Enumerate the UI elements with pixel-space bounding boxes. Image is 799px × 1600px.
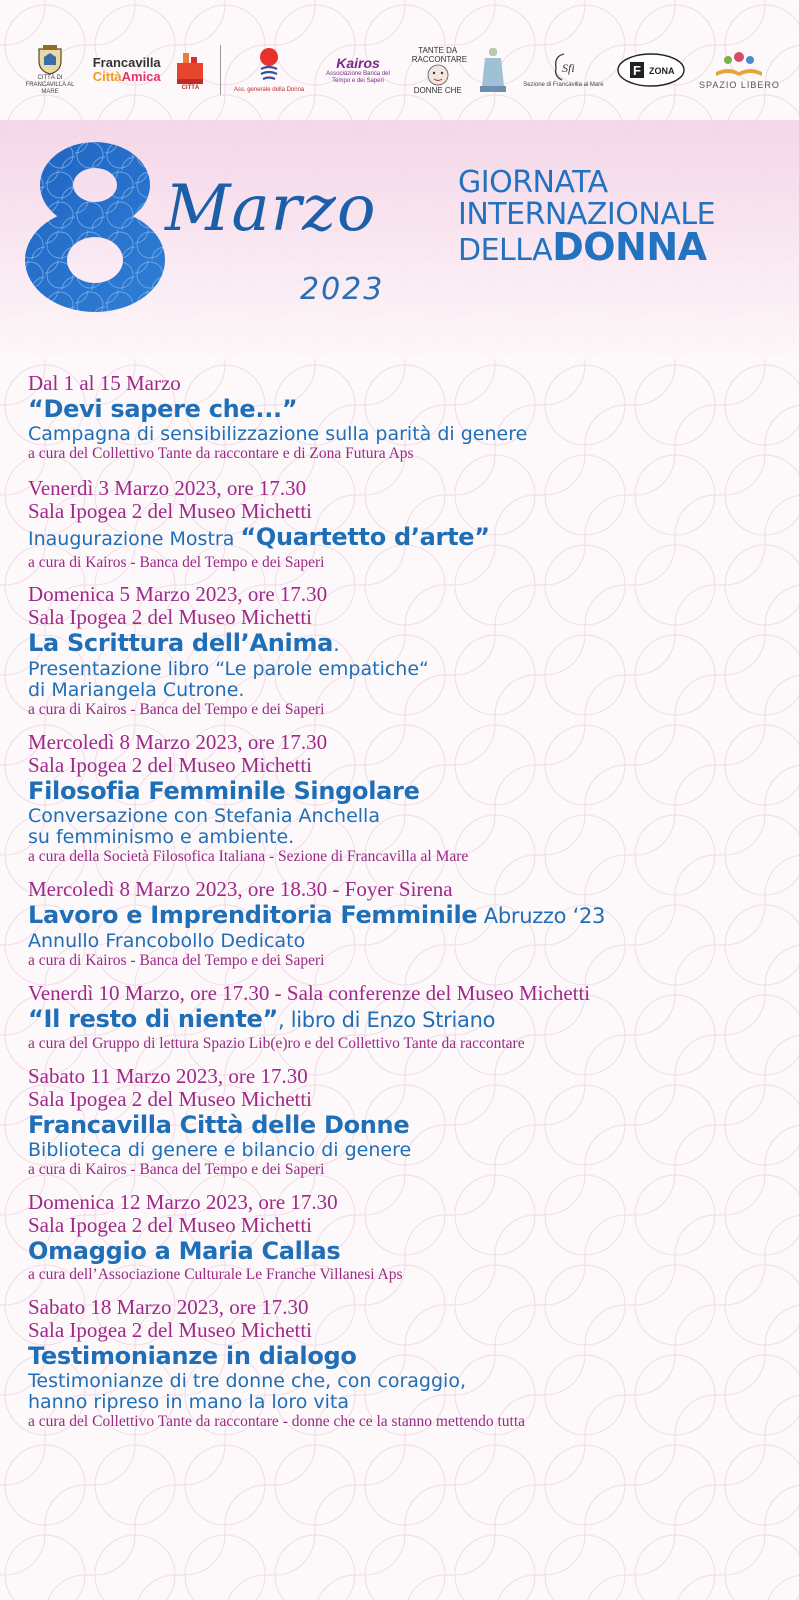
year-title: 2023 — [300, 272, 385, 307]
event-place: Sala Ipogea 2 del Museo Michetti — [28, 753, 313, 777]
event-item — [28, 1296, 788, 1431]
castle-icon — [173, 49, 207, 85]
event-date: Mercoledì 8 Marzo 2023, ore 18.30 - Foyer Sirena — [28, 877, 453, 901]
event-item — [28, 982, 788, 1053]
sponsor-logos — [20, 38, 780, 102]
francavilla-word: Francavilla — [92, 55, 161, 70]
event-place: Sala Ipogea 2 del Museo Michetti — [28, 1087, 313, 1111]
event-desc: Testimonianze di tre donne che, con coraggio, — [28, 1370, 466, 1392]
event-item — [28, 477, 788, 572]
event-date: Sabato 11 Marzo 2023, ore 17.30 — [28, 1064, 308, 1088]
event-date: Sabato 18 Marzo 2023, ore 17.30 — [28, 1295, 309, 1319]
event-title-line — [28, 1005, 788, 1035]
event-date: Mercoledì 8 Marzo 2023, ore 17.30 — [28, 730, 328, 754]
event-desc: su femminismo e ambiente. — [28, 826, 295, 848]
event-title-rest: , libro di Enzo Striano — [277, 1008, 496, 1032]
event-place: Sala Ipogea 2 del Museo Michetti — [28, 1318, 313, 1342]
spazio-libero-logo — [699, 50, 780, 90]
event-organizer: a cura della Società Filosofica Italiana - Sezione di Francavilla al Mare — [28, 848, 469, 865]
event-organizer: a cura di Kairos - Banca del Tempo e dei Saperi — [28, 701, 325, 718]
day-number-text: 8 — [94, 240, 96, 241]
event-place: Sala Ipogea 2 del Museo Michetti — [28, 1213, 313, 1237]
event-organizer: a cura di Kairos - Banca del Tempo e dei Saperi — [28, 1161, 325, 1178]
statue-icon — [476, 46, 510, 94]
woman-symbol-icon — [254, 47, 284, 87]
event-item — [28, 372, 788, 463]
event-organizer: a cura del Collettivo Tante da raccontare e di Zona Futura Aps — [28, 445, 414, 462]
event-title-line — [28, 629, 788, 659]
citta-caption: CITTÀ — [181, 84, 200, 91]
event-organizer: a cura del Collettivo Tante da raccontare - donne che ce la stanno mettendo tutta — [28, 1413, 526, 1430]
event-title: Filosofia Femminile Singolare — [28, 777, 420, 805]
kairos-caption: Associazione Banca del Tempo e dei Saperi — [326, 71, 390, 84]
giornata-line3-della: DELLA — [458, 233, 553, 268]
event-place: Sala Ipogea 2 del Museo Michetti — [28, 499, 313, 523]
sfi-face-icon — [548, 52, 578, 82]
event-desc: di Mariangela Cutrone. — [28, 679, 245, 701]
pari-opportunita-logo — [234, 47, 304, 94]
event-date: Venerdì 10 Marzo, ore 17.30 - Sala conferenze del Museo Michetti — [28, 981, 591, 1005]
francavilla-citta-amica-logo — [93, 56, 161, 84]
event-title: “Devi sapere che...” — [28, 395, 298, 423]
giornata-line2: INTERNAZIONALE — [458, 197, 716, 232]
tante-line1: TANTE DA RACCONTARE — [411, 45, 468, 64]
tante-da-raccontare-logo — [411, 45, 468, 95]
event-organizer: a cura del Gruppo di lettura Spazio Lib(e)ro e del Collettivo Tante da raccontare — [28, 1035, 525, 1052]
pari-caption: Ass. generale della Donna — [233, 86, 305, 93]
event-desc: Conversazione con Stefania Anchella — [28, 805, 380, 827]
event-title-suffix: . — [333, 632, 340, 656]
face-icon — [424, 64, 452, 86]
crest-icon — [37, 45, 63, 75]
event-title: Omaggio a Maria Callas — [28, 1237, 341, 1265]
event-desc: hanno ripreso in mano la loro vita — [28, 1391, 349, 1413]
event-title-rest: Abruzzo ‘23 — [477, 904, 606, 928]
event-title: Francavilla Città delle Donne — [28, 1111, 410, 1139]
event-title-line — [28, 523, 788, 554]
michetti-logo — [476, 46, 510, 94]
event-item — [28, 878, 788, 970]
event-title: “Il resto di niente” — [28, 1005, 278, 1033]
event-desc: Presentazione libro “Le parole empatiche“ — [28, 658, 429, 680]
comune-caption: CITTÀ DI FRANCAVILLA AL MARE — [25, 74, 75, 95]
event-prefix: Inaugurazione Mostra — [28, 528, 241, 550]
amica-word: Amica — [121, 69, 161, 84]
big-eight-numeral — [15, 140, 175, 315]
event-desc: Campagna di sensibilizzazione sulla parità di genere — [28, 423, 528, 445]
comune-crest-logo — [20, 45, 80, 96]
event-organizer: a cura di Kairos - Banca del Tempo e dei Saperi — [28, 554, 325, 571]
event-programme — [28, 372, 788, 1431]
giornata-line3-donna: DONNA — [552, 225, 707, 269]
event-date: Dal 1 al 15 Marzo — [28, 371, 181, 395]
event-title-line — [28, 901, 788, 931]
event-title: “Quartetto d’arte” — [240, 523, 490, 551]
event-place: Sala Ipogea 2 del Museo Michetti — [28, 605, 313, 629]
event-item — [28, 731, 788, 866]
kairos-word: Kairos — [336, 55, 380, 71]
event-title: Testimonianze in dialogo — [28, 1342, 357, 1370]
event-title: La Scrittura dell’Anima — [28, 629, 334, 657]
kairos-logo — [317, 55, 399, 85]
zona-futura-logo — [616, 52, 686, 88]
giornata-heading — [458, 167, 715, 267]
event-item — [28, 583, 788, 719]
event-desc: Biblioteca di genere e bilancio di genere — [28, 1139, 412, 1161]
event-title: Lavoro e Imprenditoria Femminile — [28, 901, 478, 929]
event-date: Domenica 12 Marzo 2023, ore 17.30 — [28, 1190, 338, 1214]
svg-text:ZONA: ZONA — [649, 66, 675, 76]
event-date: Domenica 5 Marzo 2023, ore 17.30 — [28, 582, 328, 606]
spazio-libero-word: SPAZIO LIBERO — [699, 80, 780, 90]
svg-text:Sfi: Sfi — [562, 60, 576, 75]
event-date: Venerdì 3 Marzo 2023, ore 17.30 — [28, 476, 307, 500]
zona-futura-badge-icon — [616, 52, 686, 88]
event-organizer: a cura dell’Associazione Culturale Le Franche Villanesi Aps — [28, 1266, 403, 1283]
tante-line2: DONNE CHE — [413, 85, 462, 95]
month-title: Marzo — [165, 172, 377, 246]
event-item — [28, 1065, 788, 1179]
event-item — [28, 1191, 788, 1284]
event-organizer: a cura di Kairos - Banca del Tempo e dei Saperi — [28, 952, 325, 969]
giornata-line1: GIORNATA — [458, 165, 608, 200]
citta-word: Città — [92, 69, 122, 84]
open-book-icon — [712, 50, 766, 80]
citta-logo — [173, 49, 207, 92]
svg-text:F: F — [633, 63, 642, 78]
event-desc: Annullo Francobollo Dedicato — [28, 930, 306, 952]
sfi-caption: Sezione di Francavilla al Mare — [523, 81, 604, 88]
sfi-logo — [523, 52, 603, 89]
logo-divider — [220, 45, 221, 95]
